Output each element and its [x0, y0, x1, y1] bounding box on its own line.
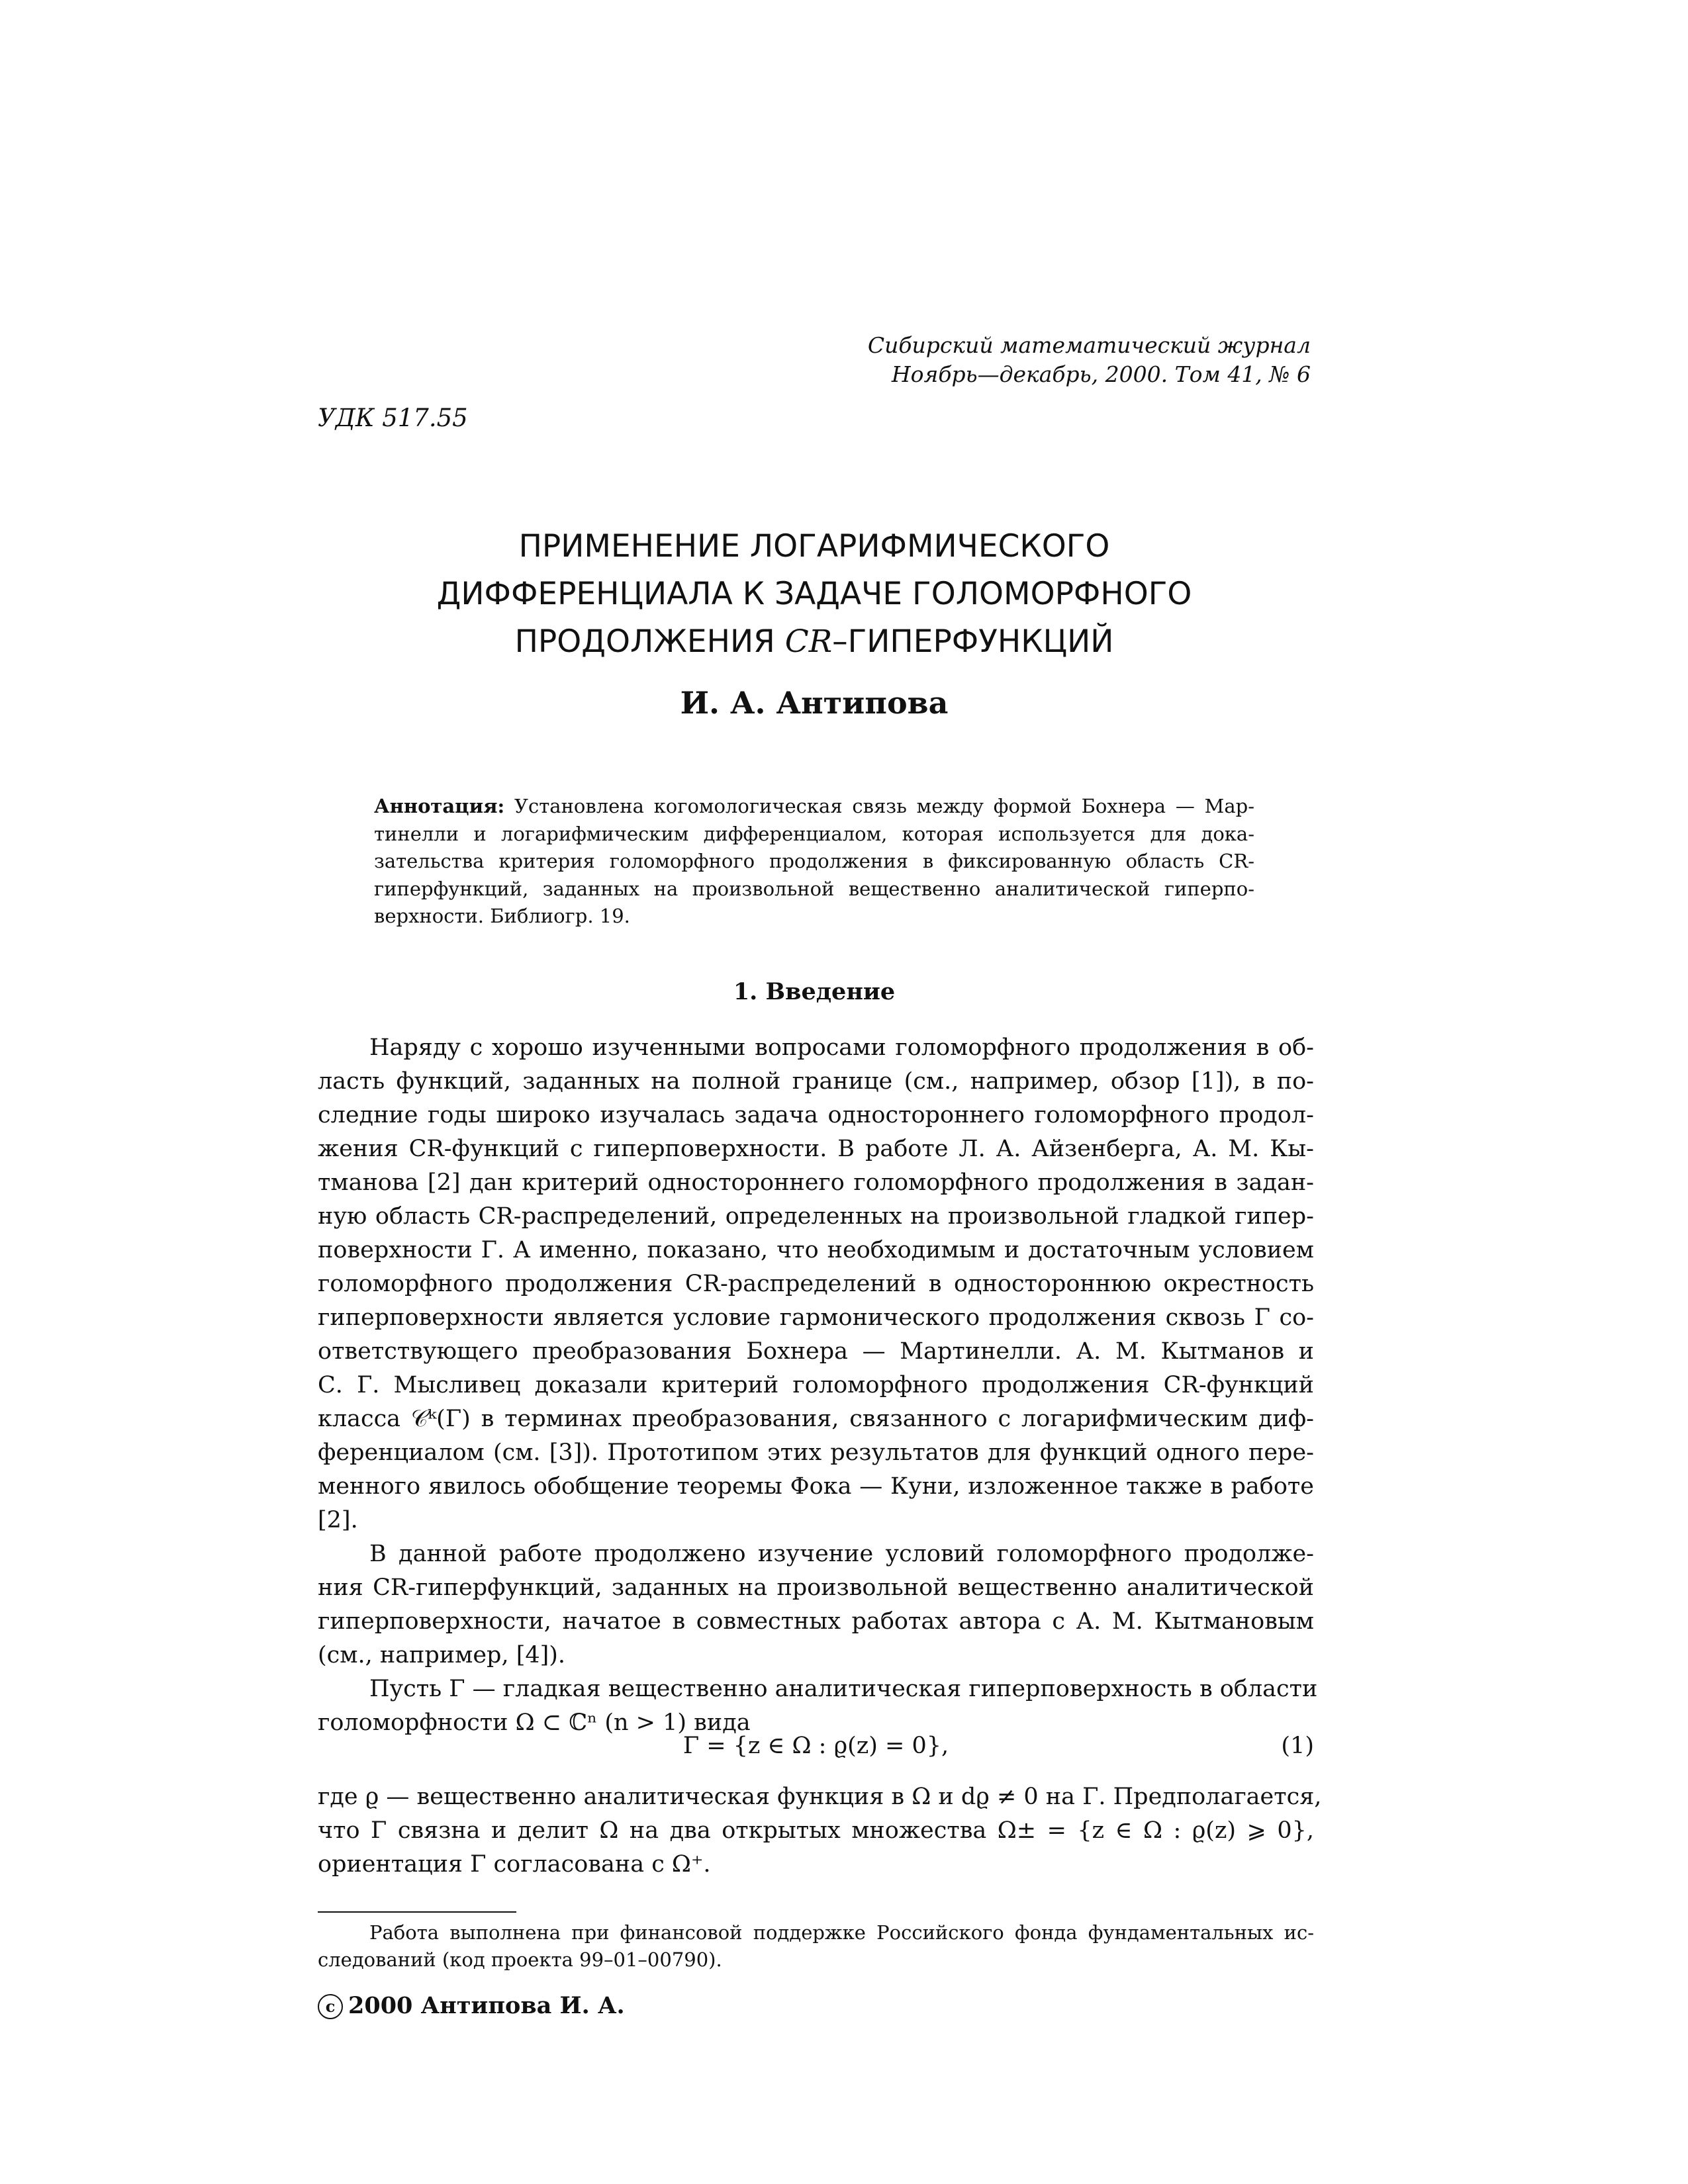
- equation-number: (1): [1281, 1733, 1314, 1759]
- udk-code: УДК 517.55: [318, 404, 468, 432]
- text-line: поверхности Γ. А именно, показано, что необходимым и достаточным условием: [318, 1237, 1314, 1263]
- abstract-line-1-text: Установлена когомологическая связь между формой Бохнера — Мар-: [514, 795, 1255, 817]
- text-line: что Γ связна и делит Ω на два открытых множества Ω± = {z ∈ Ω : ϱ(z) ⩾ 0},: [318, 1817, 1314, 1844]
- text-line: гиперповерхности является условие гармонического продолжения сквозь Γ со-: [318, 1304, 1314, 1331]
- text-line: [2].: [318, 1507, 358, 1533]
- abstract-line-1: [374, 793, 1254, 821]
- footnote-line-2: следований (код проекта 99–01–00790).: [318, 1948, 722, 1971]
- paragraph-1: [318, 1031, 1314, 1537]
- text-line: следние годы широко изучалась задача одностороннего голоморфного продол-: [318, 1102, 1314, 1128]
- paragraph-3: [318, 1672, 1318, 1740]
- text-line: тманова [2] дан критерий одностороннего голоморфного продолжения в задан-: [318, 1169, 1314, 1196]
- footnote-rule: [318, 1911, 516, 1913]
- text-line: голоморфности Ω ⊂ ℂⁿ (n > 1) вида: [318, 1709, 751, 1736]
- journal-header: [868, 331, 1311, 389]
- copyright-notice: [318, 1992, 625, 2019]
- text-line: (см., например, [4]).: [318, 1642, 566, 1668]
- equation-formula: Γ = {z ∈ Ω : ϱ(z) = 0},: [682, 1733, 949, 1759]
- title-line-3-pre: ПРОДОЛЖЕНИЯ: [514, 623, 785, 660]
- abstract-line-5: верхности. Библиогр. 19.: [374, 905, 630, 927]
- text-line: голоморфного продолжения CR-распределений в одностороннюю окрестность: [318, 1271, 1314, 1297]
- footnote-line-1: Работа выполнена при финансовой поддержке Российского фонда фундаментальных ис-: [369, 1921, 1314, 1944]
- text-line: ласть функций, заданных на полной границе (см., например, обзор [1]), в по-: [318, 1068, 1314, 1095]
- text-line: класса 𝒞ᵏ(Γ) в терминах преобразования, связанного с логарифмическим диф-: [318, 1406, 1314, 1432]
- journal-name: Сибирский математический журнал: [867, 332, 1311, 358]
- text-line: менного явилось обобщение теоремы Фока — Куни, изложенное также в работе: [318, 1473, 1314, 1500]
- author-name: И. А. Антипова: [680, 685, 949, 721]
- abstract-line-4: гиперфункций, заданных на произвольной вещественно аналитической гиперпо-: [374, 877, 1254, 900]
- abstract-line-2: тинелли и логарифмическим дифференциалом, которая используется для дока-: [374, 822, 1254, 845]
- paragraph-2: [318, 1537, 1314, 1672]
- text-line: Наряду с хорошо изученными вопросами голоморфного продолжения в об-: [369, 1034, 1314, 1061]
- abstract: [374, 793, 1254, 931]
- journal-issue: Ноябрь—декабрь, 2000. Том 41, № 6: [891, 361, 1311, 387]
- title-line-2: ДИФФЕРЕНЦИАЛА К ЗАДАЧЕ ГОЛОМОРФНОГО: [436, 576, 1192, 612]
- title-line-1: ПРИМЕНЕНИЕ ЛОГАРИФМИЧЕСКОГО: [518, 528, 1110, 565]
- text-line: Пусть Γ — гладкая вещественно аналитическая гиперповерхность в области: [369, 1676, 1318, 1702]
- title-line-3-post: –ГИПЕРФУНКЦИЙ: [832, 623, 1114, 660]
- title-line-3: [318, 618, 1311, 666]
- text-line: ную область CR-распределений, определенных на произвольной гладкой гипер-: [318, 1203, 1314, 1230]
- abstract-label: Аннотация:: [374, 795, 505, 817]
- footnote: [318, 1919, 1314, 1974]
- equation-1: [318, 1733, 1314, 1772]
- body-text: [318, 1031, 1318, 1740]
- paper-title: [318, 523, 1311, 666]
- copyright-icon: c: [318, 1994, 343, 2019]
- text-line: С. Г. Мысливец доказали критерий голоморфного продолжения CR-функций: [318, 1372, 1314, 1398]
- abstract-line-3: зательства критерия голоморфного продолжения в фиксированную область CR-: [374, 850, 1254, 872]
- text-line: ференциалом (см. [3]). Прототипом этих результатов для функций одного пере-: [318, 1439, 1314, 1466]
- paragraph-4: [318, 1780, 1322, 1882]
- text-line: В данной работе продолжено изучение условий голоморфного продолже-: [369, 1541, 1314, 1567]
- text-line: ответствующего преобразования Бохнера — Мартинелли. А. М. Кытманов и: [318, 1338, 1314, 1365]
- copyright-text: 2000 Антипова И. А.: [348, 1992, 625, 2019]
- text-line: где ϱ — вещественно аналитическая функция в Ω и dϱ ≠ 0 на Γ. Предполагается,: [318, 1784, 1322, 1810]
- section-heading: 1. Введение: [733, 978, 896, 1005]
- text-line: ориентация Γ согласована с Ω⁺.: [318, 1851, 711, 1878]
- title-cr-math: CR: [784, 623, 833, 660]
- text-line: жения CR-функций с гиперповерхности. В работе Л. А. Айзенберга, А. М. Кы-: [318, 1136, 1314, 1162]
- text-line: гиперповерхности, начатое в совместных работах автора с А. М. Кытмановым: [318, 1608, 1314, 1635]
- text-line: ния CR-гиперфункций, заданных на произвольной вещественно аналитической: [318, 1574, 1314, 1601]
